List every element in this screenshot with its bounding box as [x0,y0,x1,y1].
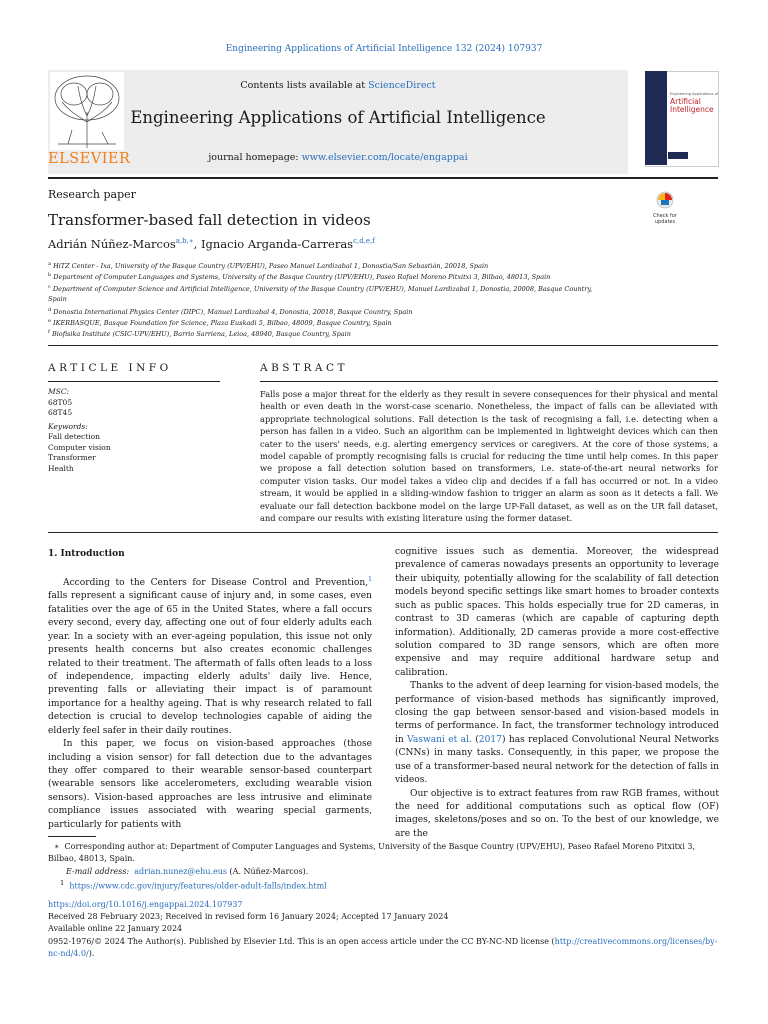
email-owner: (A. Núñez-Marcos). [229,867,309,876]
body-column-left [48,573,372,832]
body-paragraph: In this paper, we focus on vision-based approaches (those including a vision sensor) for fall detection due to the advantages they offer compared to their wearable sensor-based counterpart (wearable sensors like accelerometers, excluding wearable vision sensors). Vision-based approaches are less intrusive and eliminate compliance issues associated with wearing special garments, particularly for patients with [48,739,372,830]
email-note [66,866,736,878]
author-list [48,237,375,251]
abstract-text: Falls pose a major threat for the elderly as they result in severe consequences for their physical and mental health or even death in the worst-case scenario. Nonetheless, the impact of falls can be alleviated with appropriate technological solutions. Fall detection is the task of recognising a fall, i.e. detecting when a person has fallen in a video. Such an algorithm can be implemented in lightweight devices which can then cater to the users' needs, e.g. alerting emergency services or caregivers. At the core of those systems, a model capable of promptly recognising falls is crucial for reducing the time until help comes. In this paper we propose a fall detection solution based on transformers, i.e. state-of-the-art neural networks for computer vision tasks. Our model takes a video clip and decides if a fall has occurred or not. In a video stream, it would be applied in a sliding-window fashion to trigger an alarm as soon as it detects a fall. We evaluate our fall detection backbone model on the large UP-Fall dataset, as well as on the UR fall dataset, and compare our results with existing literature using the former dataset. [260,389,718,524]
affiliation-mark: f [48,329,50,335]
section-heading-introduction: 1. Introduction [48,549,125,559]
paragraph-text: falls represent a significant cause of injury and, in some cases, even fatalities over the age of 65 in the United States, where a fall occurs every second, every day, affecting one out of four elderly adults each year. In a society with an ever-ageing population, this issue not only presents health concerns but also creates economic challenges related to their treatment. The aftermath of falls often leads to a loss of independence, impacting elderly adults' daily live. Hence, preventing falls or alleviating their impact is of paramount importance for a healthy ageing. That is why research related to fall detection is crucial to develop technologies capable of aiding the elderly feel safer in their daily routines. [48,591,372,736]
body-paragraph [395,680,719,787]
received-dates: Received 28 February 2023; Received in revised form 16 January 2024; Accepted 17 January 2024 [48,912,449,921]
footnote-ref[interactable]: 1 [368,576,372,583]
affiliation-mark: b [48,272,52,278]
corresponding-author-note [48,841,718,864]
paragraph-text: ) [501,734,506,745]
journal-cover-spine [645,71,667,165]
article-info-block [48,387,220,474]
affiliation-mark: e [48,318,51,324]
keyword: Health [48,463,74,473]
doi-link[interactable]: https://doi.org/10.1016/j.engappai.2024.107937 [48,900,243,909]
abstract-heading: ABSTRACT [260,362,349,374]
contents-line [48,80,628,91]
citation-year-link[interactable]: 2017 [478,734,502,745]
author-name: Ignacio Arganda-Carreras [200,237,354,251]
online-date: Available online 22 January 2024 [48,924,183,933]
article-info-heading: ARTICLE INFO [48,362,172,374]
author-name: Adrián Núñez-Marcos [48,237,176,251]
body-paragraph: Our objective is to extract features from raw RGB frames, without the need for additional computations such as optical flow (OF) images, skeletons/poses and so on. To the best of our knowledge, we are the [395,788,719,839]
footnote-url[interactable]: https://www.cdc.gov/injury/features/older-adult-falls/index.html [69,881,327,891]
affiliation-mark: a [48,261,51,267]
email-link[interactable]: adrian.nunez@ehu.eus [134,867,227,876]
footnote-1 [60,878,730,892]
msc-code: 68T05 [48,397,73,407]
homepage-link[interactable]: www.elsevier.com/locate/engappai [301,152,468,163]
author-affiliation-marks[interactable]: c,d,e,f [353,237,375,246]
affiliation-mark: d [48,307,52,313]
affiliation [48,270,608,282]
article-info-rule [48,381,220,382]
body-paragraph [48,573,372,738]
elsevier-wordmark: ELSEVIER [48,151,131,167]
footnote-text: Corresponding author at: Department of Computer Languages and Systems, University of the Basque Country (UPV/EHU), Paseo Rafael Moreno Pitxitxi 3, Bilbao, 48013, Spain. [48,842,696,863]
paragraph-text: Thanks to the advent of deep learning for vision-based models, the performance of vision-based methods has significantly improved, closing the gap between sensor-based and vision-based models in terms of performance. In fact, the transformer technology introduced in [395,681,719,745]
body-column-right [395,546,719,841]
contents-prefix: Contents lists available at [240,80,369,91]
affiliation-text: Donostia International Physics Center (DIPC), Manuel Lardizabal 4, Donostia, 20018, Basque Country, Spain [53,308,413,317]
keyword: Transformer [48,453,96,462]
keyword: Computer vision [48,442,111,452]
cover-publisher-mark [668,152,688,159]
journal-reference[interactable]: Engineering Applications of Artificial Intelligence 132 (2024) 107937 [225,44,543,54]
license-notice [48,936,718,959]
keywords-label: Keywords: [48,421,88,431]
affiliation-text: Biofisika Institute (CSIC-UPV/EHU), Barrio Sarriena, Leioa, 48940, Basque Country, Spain [51,330,351,339]
keyword: Fall detection [48,432,100,441]
header-bottom-rule [48,177,718,179]
affiliations-rule [48,345,718,346]
license-text: ). [88,948,95,958]
cover-title-line1: Artificial [670,97,701,106]
license-text: 0952-1976/© 2024 The Author(s). Published by Elsevier Ltd. This is an open access article under the CC BY-NC-ND license ( [48,937,555,946]
email-label: E-mail address: [66,867,130,876]
msc-code: 68T45 [48,408,73,417]
affiliation-text: Department of Computer Science and Artificial Intelligence, University of the Basque Country (UPV/EHU), Manuel Lardizabal 1, Donostia, 20008, Basque Country, Spain [48,285,593,304]
affiliation-mark: c [48,284,51,290]
paragraph-text: ( [471,734,479,745]
article-type: Research paper [48,188,136,201]
homepage-label: journal homepage: [208,152,302,163]
abstract-rule [260,381,718,382]
author-separator: , [193,237,201,251]
cover-subtitle: Engineering Applications of [670,92,718,96]
msc-label: MSC: [48,387,70,396]
citation-link[interactable]: Vaswani et al. [407,734,472,745]
article-title: Transformer-based fall detection in videos [48,211,371,229]
journal-title: Engineering Applications of Artificial Intelligence [130,108,546,127]
affiliation-text: HiTZ Center - Ixa, University of the Basque Country (UPV/EHU), Paseo Manuel Lardizabal 1, Donostia/San Sebastián, 20018, Spain [53,262,489,271]
cover-title [670,98,714,114]
affiliation-text: Department of Computer Languages and Systems, University of the Basque Country (UPV/EHU), Paseo Rafael Moreno Pitxitxi 3, Bilbao, 48013, Spain [53,273,551,282]
affiliation [48,327,608,339]
abstract-bottom-rule [48,532,718,533]
affiliation [48,282,608,304]
body-paragraph: cognitive issues such as dementia. Moreover, the widespread prevalence of cameras nowadays presents an opportunity to leverage their ubiquity, potentially allowing for the scalability of fall detection models beyond specific settings like smart homes to broader contexts such as public spaces. This holds especially true for 2D cameras, in contrast to 3D cameras (which are capable of capturing depth information). Additionally, 2D cameras provide a more cost-effective solution compared to 3D range sensors, which are often more expensive and may require additional hardware setup and calibration. [395,547,719,678]
paragraph-text: has replaced Convolutional Neural Networks (CNNs) in many tasks. Consequently, in this paper, we propose the use of a transformer-based neural network for the detection of falls in videos. [395,734,719,786]
footnote-rule [48,836,96,837]
cover-title-line2: Intelligence [670,105,714,114]
license-link[interactable]: http://creativecommons.org/licenses/by-nc-nd/4.0/ [48,937,718,958]
sciencedirect-link[interactable]: ScienceDirect [368,80,436,91]
check-for-updates-label[interactable]: Check for updates [653,213,677,225]
footnote-mark: 1 [60,879,65,887]
affiliation-text: IKERBASQUE, Basque Foundation for Science, Plaza Euskadi 5, Bilbao, 48009, Basque Country, Spain [53,319,392,328]
author-affiliation-marks[interactable]: a,b,∗ [175,237,194,246]
paragraph-text: According to the Centers for Disease Control and Prevention, [63,578,369,589]
journal-homepage [48,152,628,163]
footnote-mark: ∗ [54,842,60,851]
